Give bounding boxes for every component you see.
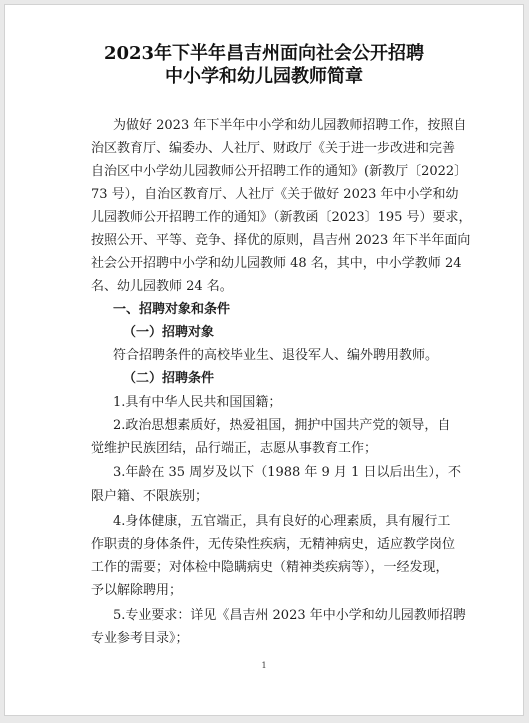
- condition-line-7: 作职责的身体条件，无传染性疾病，无精神病史，适应教学岗位: [91, 537, 456, 552]
- subsection-1-heading: （一）招聘对象: [123, 325, 215, 340]
- condition-line-11: 专业参考目录》；: [91, 631, 189, 646]
- intro-line-1: 为做好 2023 年下半年中小学和幼儿园教师招聘工作，按照自: [113, 118, 467, 133]
- intro-line-5: 儿园教师公开招聘工作的通知》（新教函〔2023〕195 号）要求，: [91, 210, 472, 225]
- condition-line-6: 4.身体健康，五官端正，具有良好的心理素质，具有履行工: [113, 514, 451, 529]
- condition-line-1: 1.具有中华人民共和国国籍；: [113, 395, 282, 410]
- document-title-line-2: 中小学和幼儿园教师简章: [165, 66, 363, 87]
- condition-line-4: 3.年龄在 35 周岁及以下（1988 年 9 月 1 日以后出生），不: [113, 465, 461, 480]
- condition-line-10: 5.专业要求：详见《昌吉州 2023 年中小学和幼儿园教师招聘: [113, 608, 466, 623]
- intro-line-8: 名、幼儿园教师 24 名。: [91, 279, 233, 294]
- subsection-1-text: 符合招聘条件的高校毕业生、退役军人、编外聘用教师。: [113, 348, 439, 363]
- condition-line-5: 限户籍、不限族别；: [91, 489, 209, 504]
- condition-line-9: 予以解除聘用；: [91, 583, 183, 598]
- condition-line-2: 2.政治思想素质好，热爱祖国，拥护中国共产党的领导，自: [113, 418, 451, 433]
- condition-line-8: 工作的需要；对体检中隐瞒病史（精神类疾病等），一经发现，: [91, 560, 449, 575]
- subsection-2-heading: （二）招聘条件: [123, 371, 215, 386]
- intro-line-7: 社会公开招聘中小学和幼儿园教师 48 名，其中，中小学教师 24: [91, 256, 462, 271]
- intro-line-2: 治区教育厅、编委办、人社厅、财政厅《关于进一步改进和完善: [91, 141, 456, 156]
- page-number: 1: [261, 661, 267, 670]
- intro-line-4: 73 号），自治区教育厅、人社厅《关于做好 2023 年中小学和幼: [91, 187, 459, 202]
- section-1-heading: 一、招聘对象和条件: [113, 302, 231, 317]
- condition-line-3: 觉维护民族团结，品行端正，志愿从事教育工作；: [91, 441, 378, 456]
- document-page: [4, 4, 524, 716]
- intro-line-3: 自治区中小学幼儿园教师公开招聘工作的通知》(新教厅〔2022〕: [91, 164, 468, 179]
- document-title-line-1: 2023年下半年昌吉州面向社会公开招聘: [103, 43, 425, 64]
- intro-line-6: 按照公开、平等、竞争、择优的原则，昌吉州 2023 年下半年面向: [91, 233, 471, 248]
